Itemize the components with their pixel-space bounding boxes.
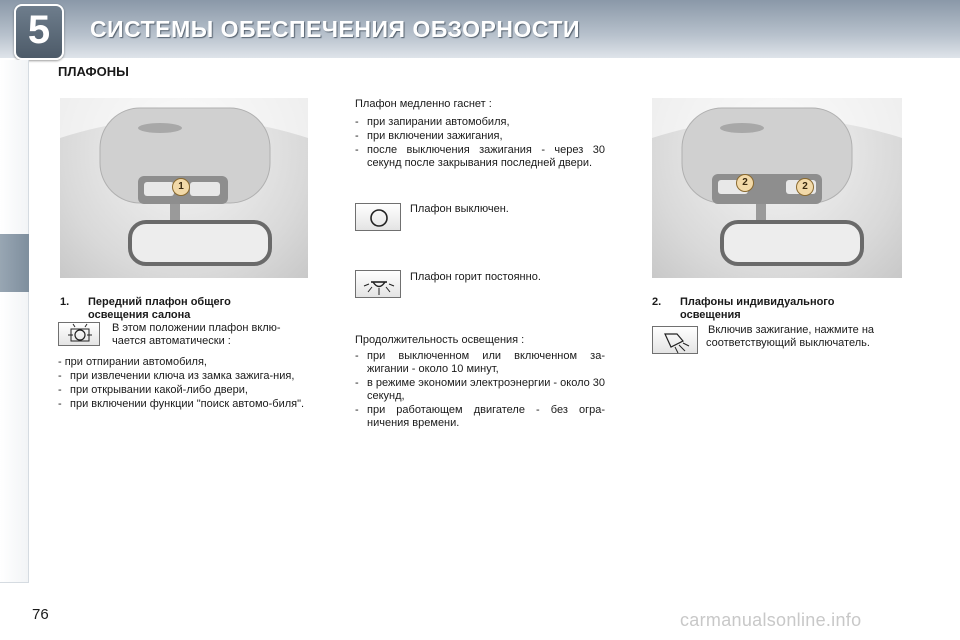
side-tab[interactable] (0, 60, 29, 119)
map-reading-lamp-icon (652, 326, 698, 354)
side-tab[interactable] (0, 350, 29, 409)
side-tab[interactable] (0, 118, 29, 177)
individual-lamps-photo (652, 98, 902, 278)
list-item: - при включении функции "поиск автомо-биля". (58, 398, 305, 410)
item-2-title-line1: Плафоны индивидуального (680, 296, 835, 308)
item-1-heading (60, 296, 310, 324)
photo-badge-2-right: 2 (796, 178, 814, 196)
list-item: - при выключенном или включенном за-жигании - около 10 минут, (355, 350, 605, 375)
individual-lamps-illustration (652, 98, 902, 278)
duration-list (355, 350, 605, 431)
item-1-desc-line1: В этом положении плафон вклю- (112, 322, 281, 334)
photo-badge-1: 1 (172, 178, 190, 196)
list-item: - при работающем двигателе - без огра-ничения времени. (355, 404, 605, 429)
item-1-list (58, 370, 308, 412)
side-tab[interactable] (0, 466, 29, 525)
photo-badge-2-left: 2 (736, 174, 754, 192)
duration-intro: Продолжительность освещения : (355, 334, 525, 346)
fade-out-list (355, 116, 605, 171)
chapter-number: 5 (27, 8, 51, 52)
item-2-desc-line2: соответствующий выключатель. (706, 337, 870, 349)
side-tab[interactable] (0, 524, 29, 583)
page-number: 76 (32, 606, 49, 623)
item-2-number: 2. (652, 296, 662, 308)
item-1-desc-line2: чается автоматически : (112, 335, 231, 347)
chapter-title: СИСТЕМЫ ОБЕСПЕЧЕНИЯ ОБЗОРНОСТИ (90, 16, 581, 42)
list-item: - при извлечении ключа из замка зажига-ния, (58, 370, 295, 382)
side-tab[interactable] (0, 292, 29, 351)
item-1-number: 1. (60, 296, 70, 308)
list-item: - при запирании автомобиля, (355, 116, 510, 128)
item-2-heading (652, 296, 922, 324)
mode-on-label: Плафон горит постоянно. (410, 271, 541, 283)
mode-off-label: Плафон выключен. (410, 203, 509, 215)
side-tab[interactable] (0, 408, 29, 467)
item-2-title-line2: освещения (680, 309, 741, 321)
item-1-list-intro: - при отпирании автомобиля, (58, 356, 207, 368)
front-courtesy-lamp-door-icon (58, 322, 100, 346)
circle-off-icon (355, 203, 401, 231)
side-tab-strip (0, 60, 30, 580)
chapter-tab (14, 4, 64, 60)
item-1-title-line2: освещения салона (88, 309, 191, 321)
lamp-on-icon (355, 270, 401, 298)
watermark: carmanualsonline.info (680, 610, 862, 630)
item-1-title-line1: Передний плафон общего (88, 296, 231, 308)
chapter-header (0, 0, 960, 58)
side-tab-active[interactable] (0, 234, 29, 293)
list-item: - при включении зажигания, (355, 130, 503, 142)
list-item: - при открывании какой-либо двери, (58, 384, 248, 396)
side-tab[interactable] (0, 176, 29, 235)
fade-out-intro: Плафон медленно гаснет : (355, 98, 492, 110)
item-2-desc-line1: Включив зажигание, нажмите на (708, 324, 875, 336)
list-item: - в режиме экономии электроэнергии - около 30 секунд, (355, 377, 606, 402)
list-item: - после выключения зажигания - через 30 секунд после закрывания последней двери. (355, 144, 605, 169)
front-lamp-photo (60, 98, 308, 278)
section-title: ПЛАФОНЫ (58, 64, 129, 79)
